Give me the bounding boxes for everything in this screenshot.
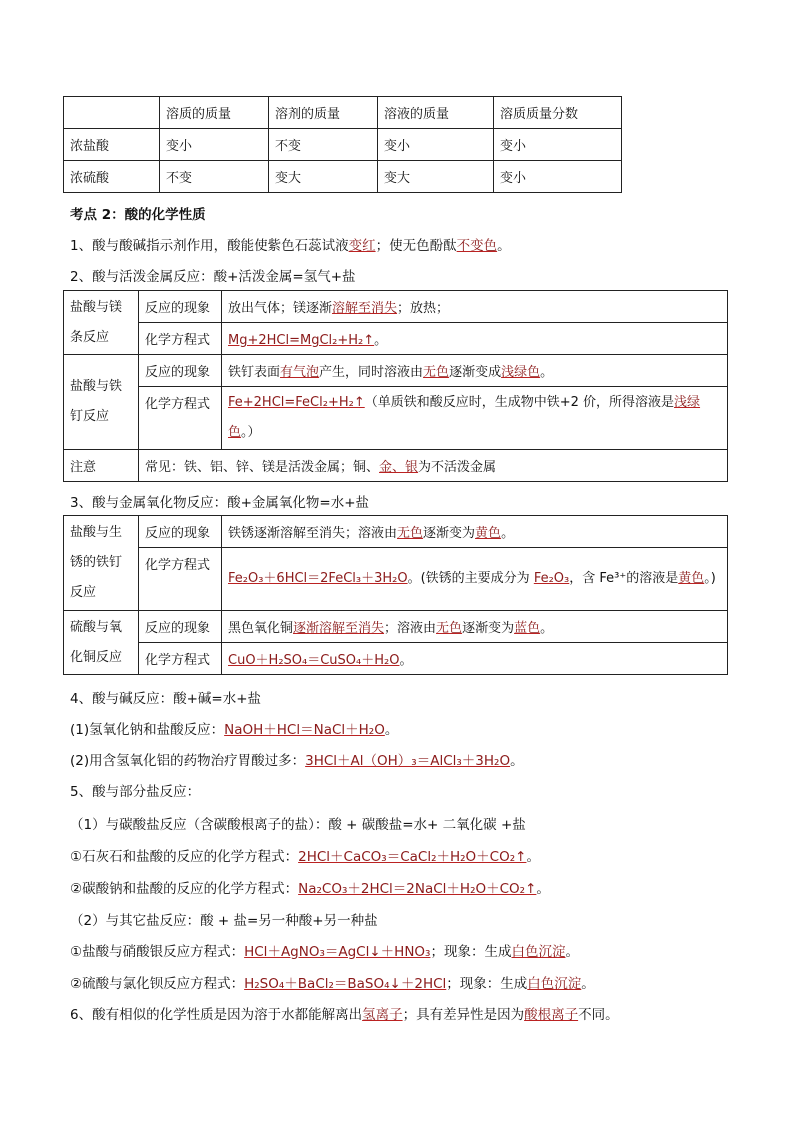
answer: 无色	[423, 365, 450, 380]
paragraph-5: 5、酸与部分盐反应：	[70, 784, 201, 800]
text: ；具有差异性是因为	[402, 1007, 525, 1023]
row-label: 化学方程式	[139, 387, 222, 450]
text: ②硫酸与氯化钡反应方程式：	[70, 976, 245, 992]
table-cell	[222, 323, 728, 355]
paragraph-4b	[70, 749, 524, 769]
section-title: 考点 2：酸的化学性质	[70, 207, 206, 223]
text: ；现象：生成	[446, 976, 528, 992]
table-row	[64, 129, 622, 161]
table-row	[64, 450, 728, 482]
solution-change-table	[63, 96, 622, 193]
text: ；溶液由	[384, 621, 437, 636]
table-cell: 浓硫酸	[64, 161, 160, 193]
answer: 氢离子	[362, 1007, 403, 1023]
text: 。	[581, 976, 595, 992]
answer: 白色沉淀	[527, 976, 582, 992]
paragraph-3: 3、酸与金属氧化物反应：酸+金属氧化物=水+盐	[70, 495, 370, 511]
text: 不同。	[578, 1007, 619, 1023]
paragraph-5c	[70, 877, 550, 897]
text: 。)	[704, 571, 716, 586]
answer: 白色沉淀	[511, 944, 566, 960]
text: 逐渐变成	[449, 365, 502, 380]
table-cell	[222, 291, 728, 323]
text: 。	[384, 722, 399, 738]
table-cell: 变小	[160, 129, 269, 161]
table-header-cell: 溶液的质量	[378, 97, 494, 129]
text: 。	[497, 238, 511, 254]
table-row	[64, 161, 622, 193]
paragraph-5b	[70, 845, 540, 865]
text: 逐渐变为	[462, 621, 515, 636]
answer: 无色	[397, 526, 424, 541]
table-header-cell	[64, 97, 160, 129]
text: ①盐酸与硝酸银反应方程式：	[70, 944, 245, 960]
table-header-cell: 溶质质量分数	[494, 97, 622, 129]
table-header-row	[64, 97, 622, 129]
text: 产生，同时溶液由	[319, 365, 424, 380]
text: 铁锈逐渐溶解至消失；溶液由	[228, 526, 398, 541]
text: ，含 Fe³⁺的溶液是	[569, 571, 679, 586]
text: 。	[374, 333, 388, 348]
table-cell	[222, 548, 728, 611]
text: ①石灰石和盐酸的反应的化学方程式：	[70, 849, 299, 865]
table-row	[64, 516, 728, 548]
table-row	[64, 355, 728, 387]
text: ；放热；	[397, 301, 450, 316]
row-label: 注意	[64, 450, 139, 482]
answer: 不变色	[456, 238, 498, 254]
table-cell: 不变	[160, 161, 269, 193]
table-cell: 变小	[494, 161, 622, 193]
row-label: 化学方程式	[139, 323, 222, 355]
answer: 变红	[348, 238, 376, 254]
paragraph-2: 2、酸与活泼金属反应：酸+活泼金属=氢气+盐	[70, 269, 356, 285]
text: 放出气体；镁逐渐	[228, 301, 333, 316]
equation: NaOH＋HCl＝NaCl＋H₂O	[224, 722, 385, 738]
text: 。	[540, 621, 554, 636]
paragraph-5f	[70, 972, 595, 992]
row-label: 反应的现象	[139, 516, 222, 548]
paragraph-5e	[70, 940, 579, 960]
paragraph-5d: （2）与其它盐反应：酸 + 盐=另一种酸+另一种盐	[70, 913, 378, 929]
answer: 浅绿色	[228, 395, 701, 440]
equation: 3HCl＋Al（OH）₃＝AlCl₃＋3H₂O	[305, 753, 511, 769]
row-label: 反应的现象	[139, 291, 222, 323]
text: ；现象：生成	[430, 944, 512, 960]
row-label: 化学方程式	[139, 548, 222, 611]
table-header-cell: 溶剂的质量	[269, 97, 378, 129]
table-cell: 不变	[269, 129, 378, 161]
text: 。	[510, 753, 524, 769]
text: 常见：铁、铝、锌、镁是活泼金属；铜、	[145, 460, 380, 475]
table-cell: 变小	[378, 129, 494, 161]
equation: H₂SO₄＋BaCl₂＝BaSO₄↓＋2HCl	[244, 976, 447, 992]
table-cell	[222, 387, 728, 450]
answer: 有气泡	[280, 365, 320, 380]
text: 。	[526, 849, 540, 865]
table-cell	[222, 611, 728, 643]
table-row	[64, 611, 728, 643]
metal-reaction-table	[63, 290, 728, 482]
equation: Mg+2HCl=MgCl₂+H₂↑	[228, 333, 375, 348]
paragraph-1	[70, 234, 511, 254]
answer: 溶解至消失	[332, 301, 398, 316]
text: 铁钉表面	[228, 365, 281, 380]
table-cell	[222, 643, 728, 675]
text: 。）	[241, 425, 261, 440]
text: ②碳酸钠和盐酸的反应的化学方程式：	[70, 881, 299, 897]
text: 6、酸有相似的化学性质是因为溶于水都能解离出	[70, 1007, 363, 1023]
oxide-reaction-table	[63, 515, 728, 675]
text: ；使无色酚酞	[375, 238, 457, 254]
text: 。(铁锈的主要成分为	[407, 571, 534, 586]
row-label: 反应的现象	[139, 355, 222, 387]
answer: 酸根离子	[524, 1007, 579, 1023]
equation: HCl＋AgNO₃＝AgCl↓＋HNO₃	[244, 944, 431, 960]
table-row	[64, 291, 728, 323]
equation: 2HCl＋CaCO₃＝CaCl₂＋H₂O＋CO₂↑	[298, 849, 527, 865]
text: （单质铁和酸反应时，生成物中铁+2 价，所得溶液是	[364, 395, 675, 410]
text: 。	[540, 365, 554, 380]
equation: Na₂CO₃＋2HCl＝2NaCl＋H₂O＋CO₂↑	[298, 881, 537, 897]
text: 。	[536, 881, 550, 897]
equation: CuO＋H₂SO₄＝CuSO₄＋H₂O	[228, 653, 400, 668]
answer: 金、银	[379, 460, 419, 475]
text: 黑色氧化铜	[228, 621, 294, 636]
answer: 黄色	[678, 571, 705, 586]
text: 逐渐变为	[423, 526, 476, 541]
paragraph-4a	[70, 718, 398, 738]
answer: 蓝色	[514, 621, 541, 636]
table-cell: 变大	[378, 161, 494, 193]
paragraph-5a: （1）与碳酸盐反应（含碳酸根离子的盐）：酸 + 碳酸盐=水+ 二氧化碳 +盐	[70, 817, 526, 833]
paragraph-4: 4、酸与碱反应：酸+碱=水+盐	[70, 691, 262, 707]
answer: 无色	[436, 621, 463, 636]
text: (2)用含氢氧化铝的药物治疗胃酸过多：	[70, 753, 306, 769]
reaction-name: 盐酸与镁条反应	[64, 291, 139, 355]
text: 。	[399, 653, 413, 668]
table-header-cell: 溶质的质量	[160, 97, 269, 129]
table-row	[64, 643, 728, 675]
table-cell	[222, 355, 728, 387]
answer: 浅绿色	[501, 365, 541, 380]
text: 1、酸与酸碱指示剂作用，酸能使紫色石蕊试液	[70, 238, 349, 254]
table-cell	[139, 450, 728, 482]
equation: Fe+2HCl=FeCl₂+H₂↑	[228, 395, 365, 410]
paragraph-6	[70, 1003, 619, 1023]
table-row	[64, 548, 728, 611]
table-row	[64, 387, 728, 450]
table-cell: 浓盐酸	[64, 129, 160, 161]
table-cell: 变小	[494, 129, 622, 161]
text: 。	[501, 526, 515, 541]
reaction-name: 盐酸与生锈的铁钉反应	[64, 516, 139, 611]
answer: 逐渐溶解至消失	[293, 621, 385, 636]
equation: Fe₂O₃＋6HCl＝2FeCl₃＋3H₂O	[228, 571, 408, 586]
table-cell	[222, 516, 728, 548]
answer: Fe₂O₃	[533, 571, 570, 586]
text: (1)氢氧化钠和盐酸反应：	[70, 722, 225, 738]
row-label: 反应的现象	[139, 611, 222, 643]
table-row	[64, 323, 728, 355]
answer: 黄色	[475, 526, 502, 541]
table-cell: 变大	[269, 161, 378, 193]
text: 为不活泼金属	[418, 460, 497, 475]
text: 。	[565, 944, 579, 960]
reaction-name: 盐酸与铁钉反应	[64, 355, 139, 450]
row-label: 化学方程式	[139, 643, 222, 675]
reaction-name: 硫酸与氧化铜反应	[64, 611, 139, 675]
